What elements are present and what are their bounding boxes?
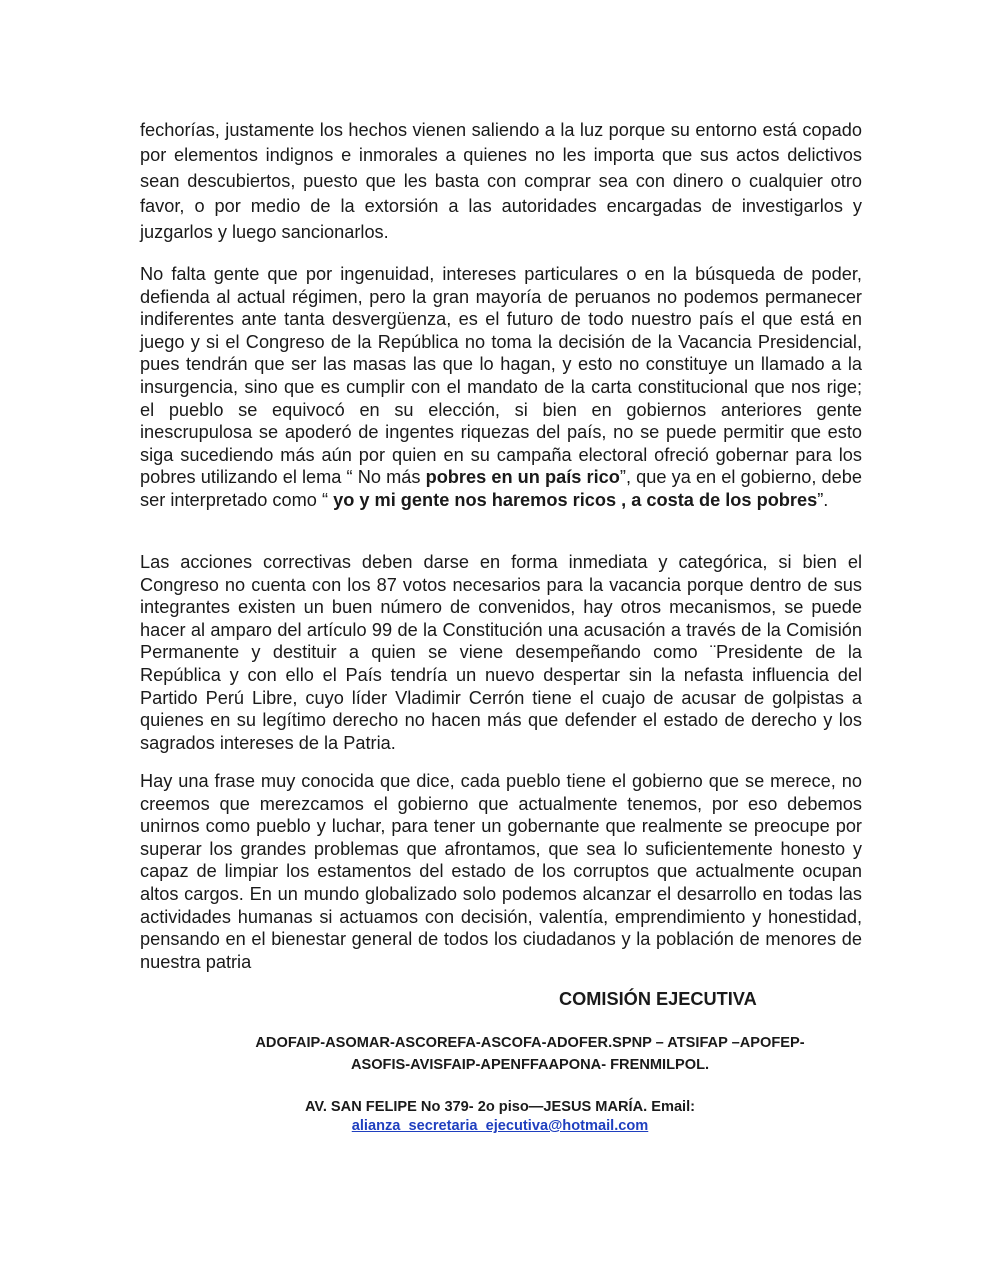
paragraph-4: Hay una frase muy conocida que dice, cada pueblo tiene el gobierno que se merece, no creemos que merezcamos el gobierno que actualmente tenemos, por eso debemos unirnos como pueblo y luchar, para tener un gobernante que realmente se preocupe por superar los grandes problemas que afrontamos, que sea lo suficientemente honesto y capaz de limpiar los estamentos del estado de los corruptos que actualmente ocupan altos cargos. En un mundo globalizado solo podemos alcanzar el desarrollo en todas las actividades humanas si actuamos con decisión, valentía, emprendimiento y honestidad, pensando en el bienestar general de todos los ciudadanos y la población de menores de nuestra patria [140, 771, 862, 972]
signature-heading: COMISIÓN EJECUTIVA [559, 989, 757, 1009]
paragraph-1: fechorías, justamente los hechos vienen saliendo a la luz porque su entorno está copado por elementos indignos e inmorales a quienes no les importa que sus actos delictivos sean descubiertos, puesto que les basta con comprar sea con dinero o cualquier otro favor, o por medio de la extorsión a las autoridades encargadas de investigarlos y juzgarlos y luego sancionarlos. [140, 120, 862, 242]
organizations-list [200, 1032, 860, 1076]
paragraph-2 [140, 263, 862, 512]
paragraph-2-text-c: ”. [817, 489, 829, 510]
paragraph-2-bold-a: pobres en un país rico [425, 467, 620, 488]
email-link[interactable]: alianza_secretaria_ejecutiva@hotmail.com [351, 1118, 649, 1134]
organizations-line-2: ASOFIS-AVISFAIP-APENFFAAPONA- FRENMILPOL. [350, 1057, 710, 1073]
paragraph-2-bold-b: yo y mi gente nos haremos ricos , a costa de los pobres [333, 489, 818, 510]
paragraph-3: Las acciones correctivas deben darse en forma inmediata y categórica, si bien el Congreso no cuenta con los 87 votos necesarios para la vacancia porque dentro de sus integrantes existen un buen número de convenidos, hay otros mecanismos, se puede hacer al amparo del artículo 99 de la Constitución una acusación a través de la Comisión Permanente y destituir a quien se viene desempeñando como ¨Presidente de la República y con ello el País tendría un nuevo despertar sin la nefasta influencia del Partido Perú Libre, cuyo líder Vladimir Cerrón tiene el cuajo de acusar de golpistas a quienes en su legítimo derecho no hacen más que defender el estado de derecho y los sagrados intereses de la Patria. [140, 552, 862, 753]
paragraph-2-text-b: ”, que ya en el gobierno, debe ser interpretado como “ [140, 467, 862, 510]
organizations-line-1: ADOFAIP-ASOMAR-ASCOREFA-ASCOFA-ADOFER.SPNP – ATSIFAP –APOFEP- [255, 1035, 805, 1051]
address-block [200, 1098, 800, 1136]
paragraph-2-text-a: No falta gente que por ingenuidad, intereses particulares o en la búsqueda de poder, defienda al actual régimen, pero la gran mayoría de peruanos no podemos permanecer indiferentes ante tanta desvergüenza, es el futuro de todo nuestro país el que está en juego y si el Congreso de la República no toma la decisión de la Vacancia Presidencial, pues tendrán que ser las masas las que lo hagan, y esto no constituye un llamado a la insurgencia, sino que es cumplir con el mandato de la carta constitucional que nos rige; el pueblo se equivocó en su elección, si bien en gobiernos anteriores gente inescrupulosa se apoderó de ingentes riquezas del país, no se puede permitir que esto siga sucediendo más aún por quien en su campaña electoral ofreció gobernar para los pobres utilizando el lema “ No más [140, 264, 862, 488]
address-line: AV. SAN FELIPE No 379- 2o piso—JESUS MARÍA. Email: [304, 1099, 696, 1115]
